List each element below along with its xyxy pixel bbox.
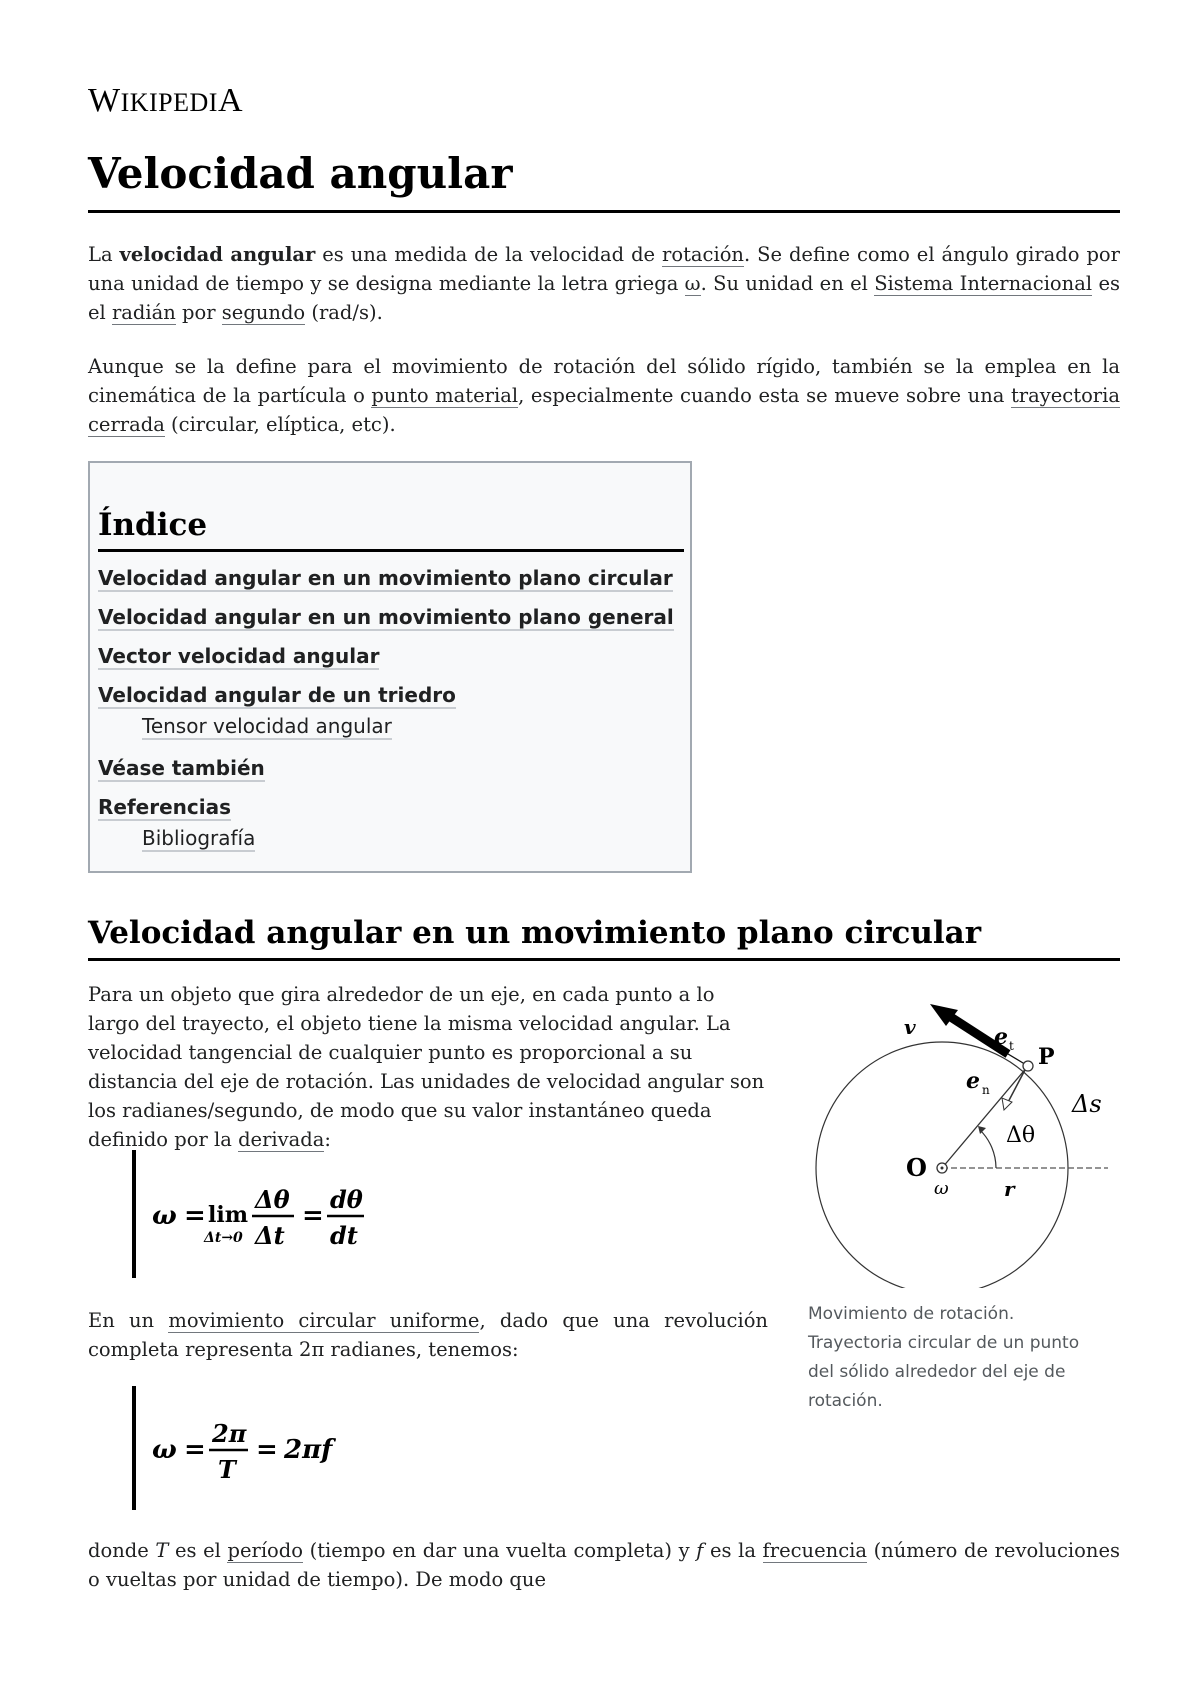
toc-item-plano-general[interactable]: Velocidad angular en un movimiento plano general <box>98 605 674 629</box>
table-of-contents <box>88 461 692 873</box>
label-r: r <box>1004 1177 1015 1201</box>
link-trayectoria-cerrada[interactable]: trayectoria cerrada <box>88 384 1120 436</box>
eq2-rhs: 2πf <box>284 1435 333 1465</box>
label-en-sub: n <box>982 1083 990 1097</box>
label-v: v <box>904 1015 916 1039</box>
equation-omega-period <box>132 1386 432 1510</box>
toc-item-referencias[interactable]: Referencias <box>98 795 232 819</box>
section1-paragraph-1: Para un objeto que gira alrededor de un eje, en cada punto a lo largo del trayecto, el objeto tiene la misma velocidad angular. La velocidad tangencial de cualquier punto es proporcional a su distancia del eje de rotación. Las unidades de velocidad angular son los radianes/segundo, de modo que su valor instantáneo queda definido por la derivada: <box>88 983 765 1151</box>
label-O: O <box>906 1153 927 1182</box>
page-title: Velocidad angular <box>88 148 1120 213</box>
eq2-equals-2: = <box>256 1435 278 1465</box>
label-et-sub: t <box>1009 1039 1014 1053</box>
radius-line <box>942 1066 1028 1168</box>
link-sistema-internacional[interactable]: Sistema Internacional <box>874 272 1093 295</box>
label-P: P <box>1038 1044 1055 1070</box>
section1-paragraph-3: donde T es el período (tiempo en dar una vuelta completa) y f es la frecuencia (número de revoluciones o vueltas por unidad de tiempo). De modo que <box>88 1539 1120 1591</box>
link-punto-material[interactable]: punto material <box>371 384 519 407</box>
eq1-lim: lim <box>208 1202 248 1228</box>
toc-subitem-bibliografia[interactable]: Bibliografía <box>142 826 256 850</box>
toc-subitem-tensor[interactable]: Tensor velocidad angular <box>142 714 392 738</box>
eq1-num2: dθ <box>330 1185 363 1214</box>
eq2-equals: = <box>184 1435 206 1465</box>
eq1-omega: ω <box>152 1201 177 1231</box>
toc-item-triedro[interactable]: Velocidad angular de un triedro <box>98 683 456 707</box>
intro-paragraph-1: La velocidad angular es una medida de la velocidad de rotación. Se define como el ángulo girado por una unidad de tiempo y se designa mediante la letra griega ω. Su unidad en el Sistema Internacional es el radián por segundo (rad/s). <box>88 243 1120 324</box>
eq1-lim-sub: Δt→0 <box>204 1230 243 1246</box>
link-omega[interactable]: ω <box>684 272 701 295</box>
eq1-equals: = <box>184 1201 206 1231</box>
toc-item-vector-velocidad[interactable]: Vector velocidad angular <box>98 644 380 668</box>
normal-vector-arrowhead <box>1002 1098 1012 1110</box>
eq2-den: T <box>218 1455 236 1484</box>
rotation-diagram <box>808 968 1120 1288</box>
wikipedia-wordmark[interactable]: WIKIPEDIA <box>88 82 244 119</box>
eq1-den1: Δt <box>255 1221 285 1250</box>
angle-arc <box>980 1130 996 1168</box>
toc-heading: Índice <box>98 505 684 552</box>
eq2-omega: ω <box>152 1435 177 1465</box>
link-radian[interactable]: radián <box>111 301 176 324</box>
label-en: e <box>966 1068 980 1094</box>
link-derivada[interactable]: derivada <box>238 1128 325 1151</box>
rotation-figure[interactable] <box>808 968 1120 1292</box>
eq1-den2: dt <box>330 1221 358 1250</box>
intro-paragraph-2: Aunque se la define para el movimiento de rotación del sólido rígido, también se la emplea en la cinemática de la partícula o punto material, especialmente cuando esta se mueve sobre una trayectoria cerrada (circular, elíptica, etc). <box>88 355 1120 436</box>
equation-omega-derivative <box>132 1150 432 1278</box>
link-frecuencia[interactable]: frecuencia <box>762 1539 867 1562</box>
link-movimiento-circular-uniforme[interactable]: movimiento circular uniforme <box>168 1309 480 1332</box>
label-dtheta: Δθ <box>1006 1123 1036 1148</box>
link-rotacion[interactable]: rotación <box>662 243 744 266</box>
section1-paragraph-2: En un movimiento circular uniforme, dado que una revolución completa representa 2π radianes, tenemos: <box>88 1309 768 1361</box>
label-et: e <box>994 1024 1008 1050</box>
eq1-num1: Δθ <box>255 1185 290 1214</box>
label-ds: Δs <box>1072 1090 1102 1118</box>
link-periodo[interactable]: período <box>227 1539 304 1562</box>
toc-item-plano-circular[interactable]: Velocidad angular en un movimiento plano circular <box>98 566 673 590</box>
eq2-num: 2π <box>212 1419 247 1448</box>
figure-caption: Movimiento de rotación. Trayectoria circular de un punto del sólido alrededor del eje de rotación. <box>808 1304 1080 1411</box>
label-omega: ω <box>934 1178 949 1199</box>
center-O-dot <box>941 1167 944 1170</box>
toc-item-vease-tambien[interactable]: Véase también <box>98 756 265 780</box>
link-segundo[interactable]: segundo <box>221 301 306 324</box>
eq1-equals-2: = <box>302 1201 324 1231</box>
point-P-marker <box>1023 1061 1033 1071</box>
section-heading-plano-circular: Velocidad angular en un movimiento plano circular <box>88 912 1120 961</box>
